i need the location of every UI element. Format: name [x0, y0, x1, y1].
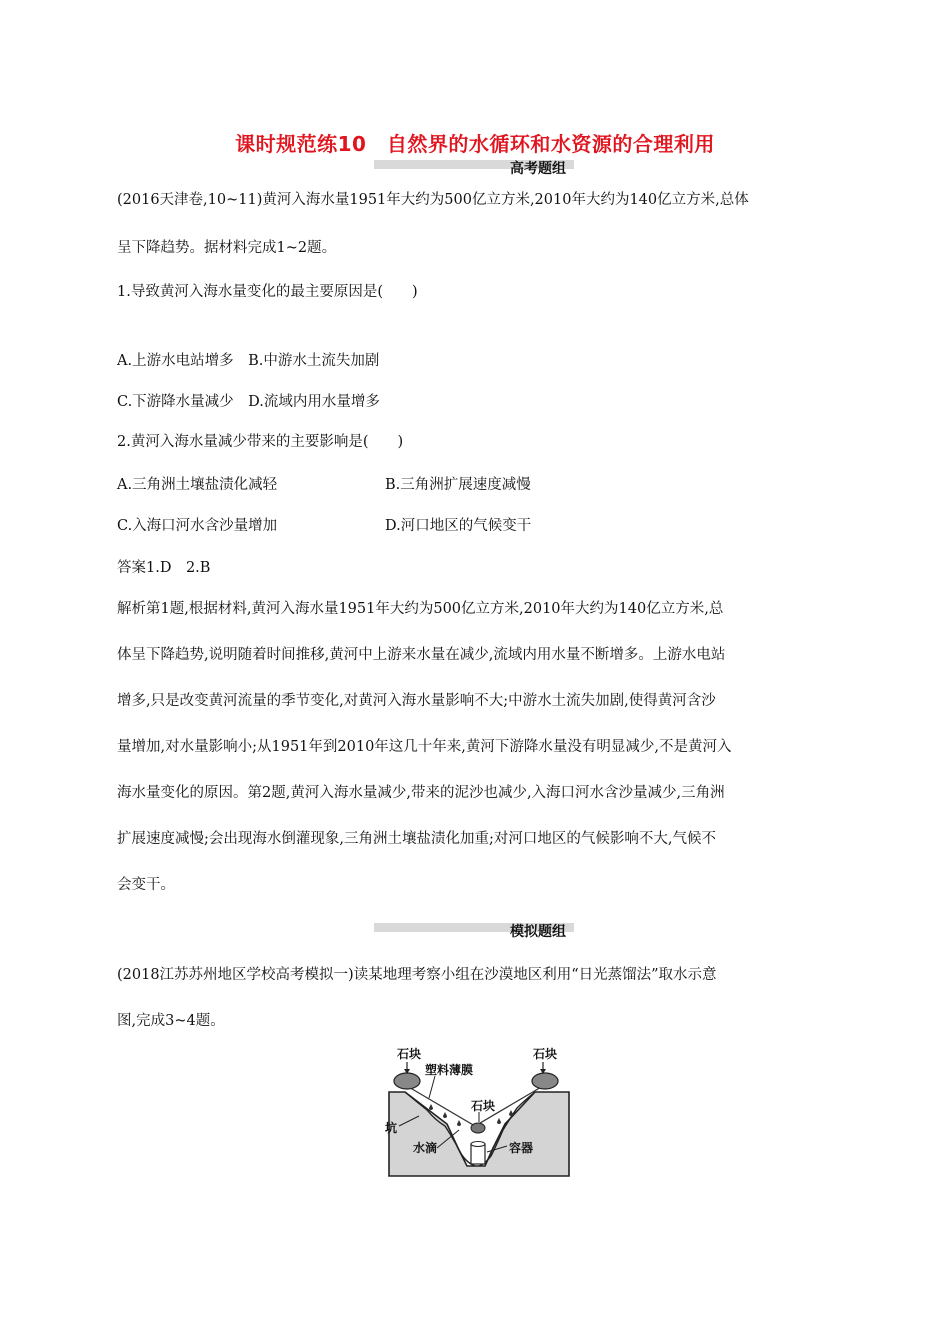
label-pit: 坑 [385, 1121, 398, 1135]
question-2-option-d: D.河口地区的气候变干 [385, 518, 532, 534]
stone-center-icon [471, 1123, 485, 1133]
analysis-line: 增多,只是改变黄河流量的季节变化,对黄河入海水量影响不大;中游水土流失加剧,使得黄河含沙 [117, 693, 716, 709]
solar-still-diagram [375, 1040, 575, 1185]
stone-left-icon [394, 1073, 420, 1089]
label-droplet: 水滴 [413, 1141, 438, 1155]
question-2-option-a: A.三角洲土壤盐渍化减轻 [117, 477, 278, 493]
analysis-line: 体呈下降趋势,说明随着时间推移,黄河中上游来水量在减少,流域内用水量不断增多。上游水电站 [117, 647, 726, 663]
label-film: 塑料薄膜 [425, 1063, 474, 1077]
label-container: 容器 [509, 1141, 534, 1155]
question-2-stem: 2.黄河入海水量减少带来的主要影响是( ) [117, 434, 404, 450]
answer: 答案1.D 2.B [117, 560, 211, 576]
analysis-line: 扩展速度减慢;会出现海水倒灌现象,三角洲土壤盐渍化加重;对河口地区的气候影响不大,气候不 [117, 831, 716, 847]
analysis-line: 解析第1题,根据材料,黄河入海水量1951年大约为500亿立方米,2010年大约为140亿立方米,总 [117, 601, 724, 617]
intro2-line: 图,完成3~4题。 [117, 1013, 225, 1029]
page-title: 课时规范练10 自然界的水循环和水资源的合理利用 [235, 132, 715, 156]
stone-right-icon [532, 1073, 558, 1089]
label-stone-left: 石块 [397, 1047, 422, 1061]
intro2-line: (2018江苏苏州地区学校高考模拟一)读某地理考察小组在沙漠地区利用“日光蒸馏法”取水示意 [117, 967, 717, 983]
intro1-line: 呈下降趋势。据材料完成1~2题。 [117, 240, 337, 256]
analysis-line: 会变干。 [117, 877, 175, 893]
section-label-mock: 模拟题组 [510, 924, 566, 940]
label-stone-center: 石块 [471, 1099, 496, 1113]
question-1-options: C.下游降水量减少 D.流域内用水量增多 [117, 394, 380, 410]
analysis-line: 量增加,对水量影响小;从1951年到2010年这几十年来,黄河下游降水量没有明显减少,不是黄河入 [117, 739, 732, 755]
intro1-line: (2016天津卷,10~11)黄河入海水量1951年大约为500亿立方米,2010年大约为140亿立方米,总体 [117, 192, 749, 208]
question-1-stem: 1.导致黄河入海水量变化的最主要原因是( ) [117, 284, 418, 300]
droplet-icon [429, 1104, 433, 1110]
question-1-options: A.上游水电站增多 B.中游水土流失加剧 [117, 353, 380, 369]
analysis-line: 海水量变化的原因。第2题,黄河入海水量减少,带来的泥沙也减少,入海口河水含沙量减少,三角洲 [117, 785, 725, 801]
question-2-option-c: C.入海口河水含沙量增加 [117, 518, 278, 534]
section-label-exam: 高考题组 [510, 161, 566, 177]
question-2-option-b: B.三角洲扩展速度减慢 [385, 477, 531, 493]
label-stone-right: 石块 [533, 1047, 558, 1061]
